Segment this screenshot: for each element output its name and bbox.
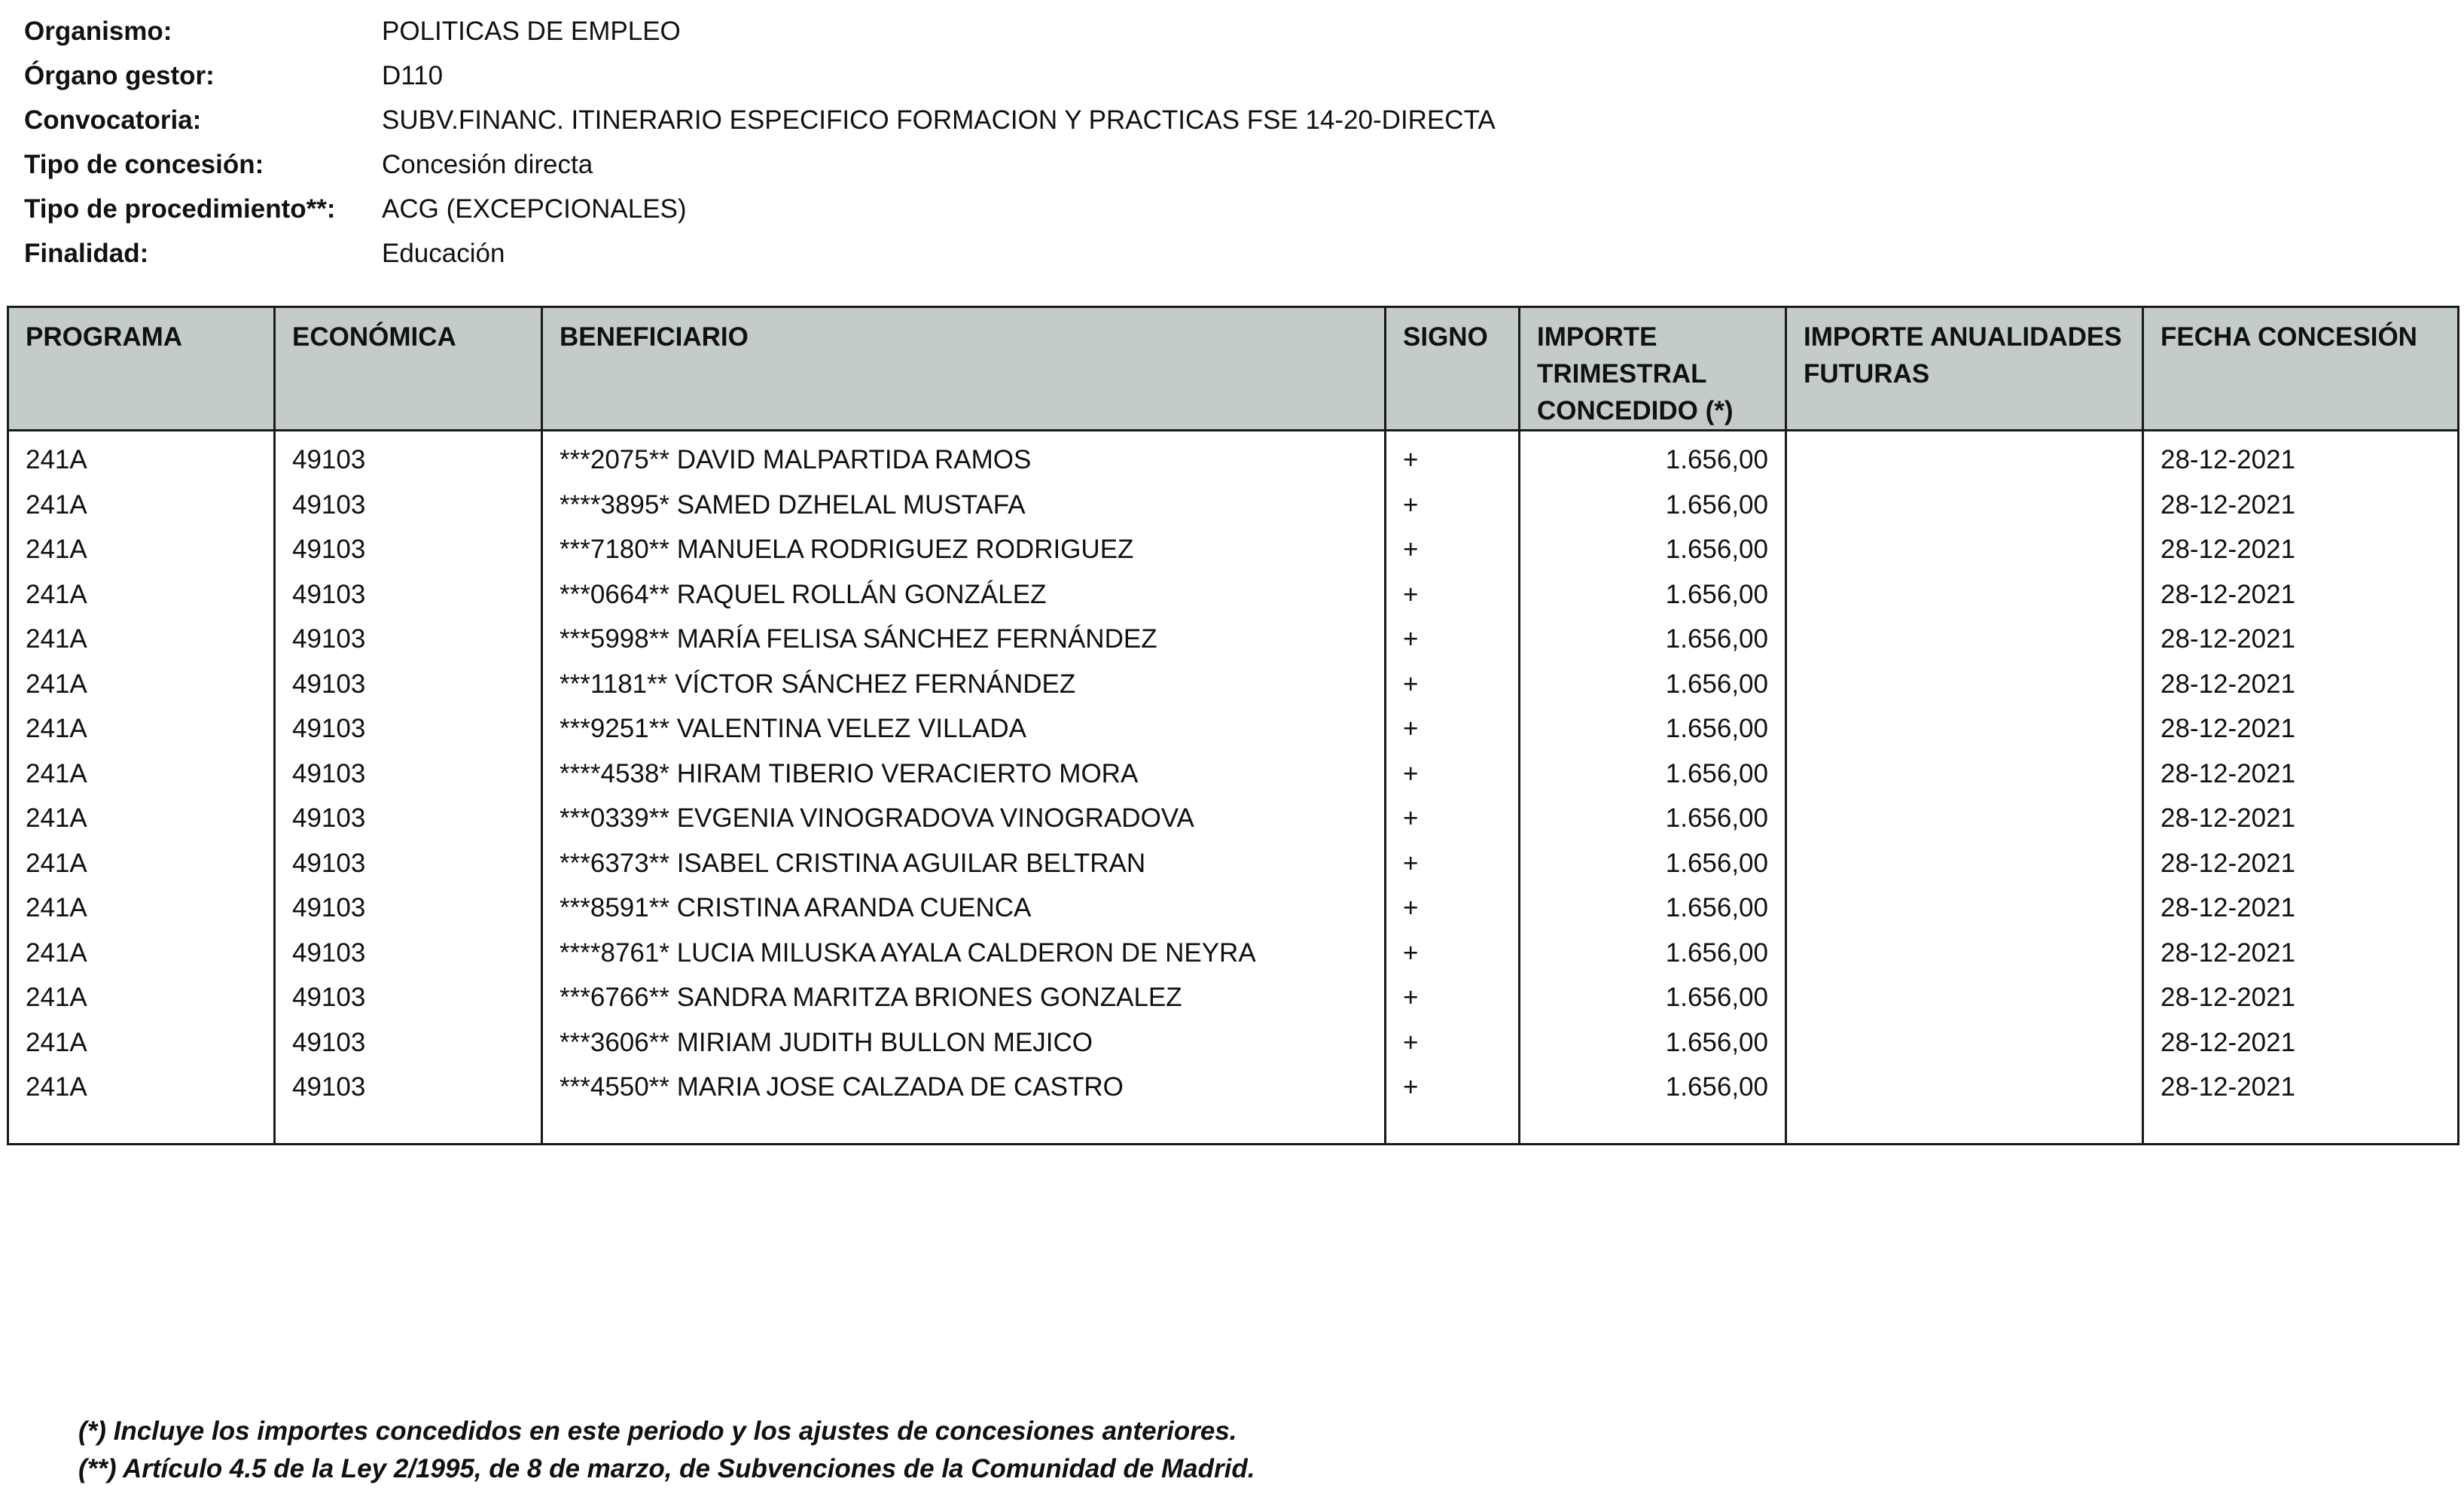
cell-signo: + (1386, 662, 1520, 707)
cell-fecha: 28-12-2021 (2143, 662, 2459, 707)
meta-label: Organismo: (24, 16, 172, 46)
cell-futuras (1786, 975, 2143, 1020)
meta-value: D110 (382, 60, 444, 90)
cell-economica: 49103 (275, 662, 542, 707)
header-programa: PROGRAMA (8, 307, 275, 431)
header-fecha-concesion: FECHA CONCESIÓN (2143, 307, 2459, 431)
cell-importe: 1.656,00 (1520, 617, 1786, 662)
cell-signo: + (1386, 431, 1520, 483)
cell-importe: 1.656,00 (1520, 1020, 1786, 1065)
header-importe-trimestral: IMPORTE TRIMESTRAL CONCEDIDO (*) (1520, 307, 1786, 431)
cell-fecha: 28-12-2021 (2143, 706, 2459, 751)
cell-importe: 1.656,00 (1520, 706, 1786, 751)
cell-futuras (1786, 527, 2143, 572)
meta-label: Tipo de concesión: (24, 149, 264, 179)
cell-beneficiario: ***6373** ISABEL CRISTINA AGUILAR BELTRAN (542, 841, 1386, 886)
header-importe-futuras: IMPORTE ANUALIDADES FUTURAS (1786, 307, 2143, 431)
cell-fecha: 28-12-2021 (2143, 841, 2459, 886)
cell-programa: 241A (8, 527, 275, 572)
grant-metadata (24, 9, 1831, 276)
cell-beneficiario: ****3895* SAMED DZHELAL MUSTAFA (542, 483, 1386, 528)
cell-fecha: 28-12-2021 (2143, 617, 2459, 662)
cell-importe: 1.656,00 (1520, 841, 1786, 886)
cell-programa: 241A (8, 975, 275, 1020)
cell-futuras (1786, 931, 2143, 976)
table-row (8, 931, 2459, 976)
cell-beneficiario: ***0339** EVGENIA VINOGRADOVA VINOGRADOVA (542, 796, 1386, 841)
meta-value: Concesión directa (382, 149, 593, 179)
cell-programa: 241A (8, 931, 275, 976)
cell-importe: 1.656,00 (1520, 886, 1786, 931)
meta-value: SUBV.FINANC. ITINERARIO ESPECIFICO FORMACION Y PRACTICAS FSE 14-20-DIRECTA (382, 105, 1496, 135)
cell-importe: 1.656,00 (1520, 931, 1786, 976)
cell-fecha: 28-12-2021 (2143, 483, 2459, 528)
cell-beneficiario: ***0664** RAQUEL ROLLÁN GONZÁLEZ (542, 572, 1386, 617)
cell-fecha: 28-12-2021 (2143, 796, 2459, 841)
cell-economica: 49103 (275, 841, 542, 886)
table-bottom-spacer (8, 1110, 2459, 1145)
cell-importe: 1.656,00 (1520, 975, 1786, 1020)
footnotes (78, 1413, 1255, 1488)
header-beneficiario: BENEFICIARIO (542, 307, 1386, 431)
cell-beneficiario: ***6766** SANDRA MARITZA BRIONES GONZALEZ (542, 975, 1386, 1020)
cell-beneficiario: ***5998** MARÍA FELISA SÁNCHEZ FERNÁNDEZ (542, 617, 1386, 662)
cell-fecha: 28-12-2021 (2143, 527, 2459, 572)
cell-beneficiario: ****4538* HIRAM TIBERIO VERACIERTO MORA (542, 751, 1386, 797)
cell-economica: 49103 (275, 431, 542, 483)
cell-programa: 241A (8, 706, 275, 751)
cell-futuras (1786, 1065, 2143, 1110)
cell-programa: 241A (8, 431, 275, 483)
cell-programa: 241A (8, 483, 275, 528)
cell-fecha: 28-12-2021 (2143, 931, 2459, 976)
cell-programa: 241A (8, 662, 275, 707)
cell-fecha: 28-12-2021 (2143, 1020, 2459, 1065)
header-signo: SIGNO (1386, 307, 1520, 431)
table-row (8, 483, 2459, 528)
cell-importe: 1.656,00 (1520, 572, 1786, 617)
cell-programa: 241A (8, 572, 275, 617)
meta-row-finalidad (24, 231, 1831, 276)
cell-programa: 241A (8, 886, 275, 931)
table-row (8, 527, 2459, 572)
cell-programa: 241A (8, 841, 275, 886)
cell-beneficiario: ***8591** CRISTINA ARANDA CUENCA (542, 886, 1386, 931)
cell-fecha: 28-12-2021 (2143, 975, 2459, 1020)
cell-importe: 1.656,00 (1520, 483, 1786, 528)
cell-signo: + (1386, 706, 1520, 751)
cell-signo: + (1386, 483, 1520, 528)
cell-economica: 49103 (275, 1065, 542, 1110)
cell-programa: 241A (8, 1020, 275, 1065)
cell-fecha: 28-12-2021 (2143, 431, 2459, 483)
cell-signo: + (1386, 841, 1520, 886)
cell-programa: 241A (8, 796, 275, 841)
cell-futuras (1786, 796, 2143, 841)
cell-fecha: 28-12-2021 (2143, 886, 2459, 931)
cell-programa: 241A (8, 617, 275, 662)
cell-economica: 49103 (275, 617, 542, 662)
meta-label: Convocatoria: (24, 105, 202, 135)
table-row (8, 796, 2459, 841)
cell-futuras (1786, 886, 2143, 931)
cell-beneficiario: ****8761* LUCIA MILUSKA AYALA CALDERON DE NEYRA (542, 931, 1386, 976)
cell-importe: 1.656,00 (1520, 751, 1786, 797)
table-row (8, 751, 2459, 797)
meta-row-tipo-procedimiento (24, 187, 1831, 231)
meta-row-organismo (24, 9, 1831, 53)
table-row (8, 1020, 2459, 1065)
cell-importe: 1.656,00 (1520, 796, 1786, 841)
cell-beneficiario: ***1181** VÍCTOR SÁNCHEZ FERNÁNDEZ (542, 662, 1386, 707)
cell-beneficiario: ***9251** VALENTINA VELEZ VILLADA (542, 706, 1386, 751)
table-header-row (8, 307, 2459, 431)
beneficiaries-table (7, 306, 2459, 1145)
cell-importe: 1.656,00 (1520, 527, 1786, 572)
table-row (8, 572, 2459, 617)
table-row (8, 886, 2459, 931)
cell-beneficiario: ***4550** MARIA JOSE CALZADA DE CASTRO (542, 1065, 1386, 1110)
cell-futuras (1786, 431, 2143, 483)
table-row (8, 431, 2459, 483)
cell-signo: + (1386, 975, 1520, 1020)
cell-programa: 241A (8, 751, 275, 797)
cell-economica: 49103 (275, 751, 542, 797)
table-row (8, 617, 2459, 662)
cell-futuras (1786, 706, 2143, 751)
cell-importe: 1.656,00 (1520, 662, 1786, 707)
table-row (8, 706, 2459, 751)
meta-label: Tipo de procedimiento**: (24, 194, 336, 224)
meta-row-organo-gestor (24, 53, 1831, 98)
cell-importe: 1.656,00 (1520, 431, 1786, 483)
footnote-importes: (*) Incluye los importes concedidos en este periodo y los ajustes de concesiones anteriores. (78, 1416, 1237, 1446)
meta-value: Educación (382, 238, 505, 268)
cell-signo: + (1386, 572, 1520, 617)
cell-economica: 49103 (275, 886, 542, 931)
cell-futuras (1786, 1020, 2143, 1065)
cell-economica: 49103 (275, 572, 542, 617)
cell-signo: + (1386, 1065, 1520, 1110)
table-body (8, 431, 2459, 1145)
table-row (8, 841, 2459, 886)
cell-futuras (1786, 483, 2143, 528)
cell-futuras (1786, 572, 2143, 617)
cell-signo: + (1386, 796, 1520, 841)
meta-row-convocatoria (24, 98, 1831, 142)
meta-value: POLITICAS DE EMPLEO (382, 16, 681, 46)
cell-beneficiario: ***3606** MIRIAM JUDITH BULLON MEJICO (542, 1020, 1386, 1065)
cell-signo: + (1386, 886, 1520, 931)
cell-fecha: 28-12-2021 (2143, 751, 2459, 797)
cell-futuras (1786, 617, 2143, 662)
cell-signo: + (1386, 931, 1520, 976)
cell-signo: + (1386, 617, 1520, 662)
cell-signo: + (1386, 1020, 1520, 1065)
meta-value: ACG (EXCEPCIONALES) (382, 194, 687, 224)
cell-programa: 241A (8, 1065, 275, 1110)
meta-label: Órgano gestor: (24, 60, 215, 90)
meta-label: Finalidad: (24, 238, 149, 268)
table-row (8, 662, 2459, 707)
cell-economica: 49103 (275, 796, 542, 841)
cell-economica: 49103 (275, 527, 542, 572)
cell-futuras (1786, 662, 2143, 707)
cell-economica: 49103 (275, 706, 542, 751)
meta-row-tipo-concesion (24, 142, 1831, 187)
cell-signo: + (1386, 527, 1520, 572)
cell-beneficiario: ***2075** DAVID MALPARTIDA RAMOS (542, 431, 1386, 483)
cell-economica: 49103 (275, 975, 542, 1020)
cell-fecha: 28-12-2021 (2143, 572, 2459, 617)
table-row (8, 975, 2459, 1020)
header-economica: ECONÓMICA (275, 307, 542, 431)
cell-economica: 49103 (275, 483, 542, 528)
cell-futuras (1786, 841, 2143, 886)
cell-beneficiario: ***7180** MANUELA RODRIGUEZ RODRIGUEZ (542, 527, 1386, 572)
table-row (8, 1065, 2459, 1110)
cell-importe: 1.656,00 (1520, 1065, 1786, 1110)
cell-economica: 49103 (275, 931, 542, 976)
footnote-ley: (**) Artículo 4.5 de la Ley 2/1995, de 8 de marzo, de Subvenciones de la Comunidad de Madrid. (78, 1454, 1255, 1483)
cell-fecha: 28-12-2021 (2143, 1065, 2459, 1110)
cell-futuras (1786, 751, 2143, 797)
cell-signo: + (1386, 751, 1520, 797)
cell-economica: 49103 (275, 1020, 542, 1065)
